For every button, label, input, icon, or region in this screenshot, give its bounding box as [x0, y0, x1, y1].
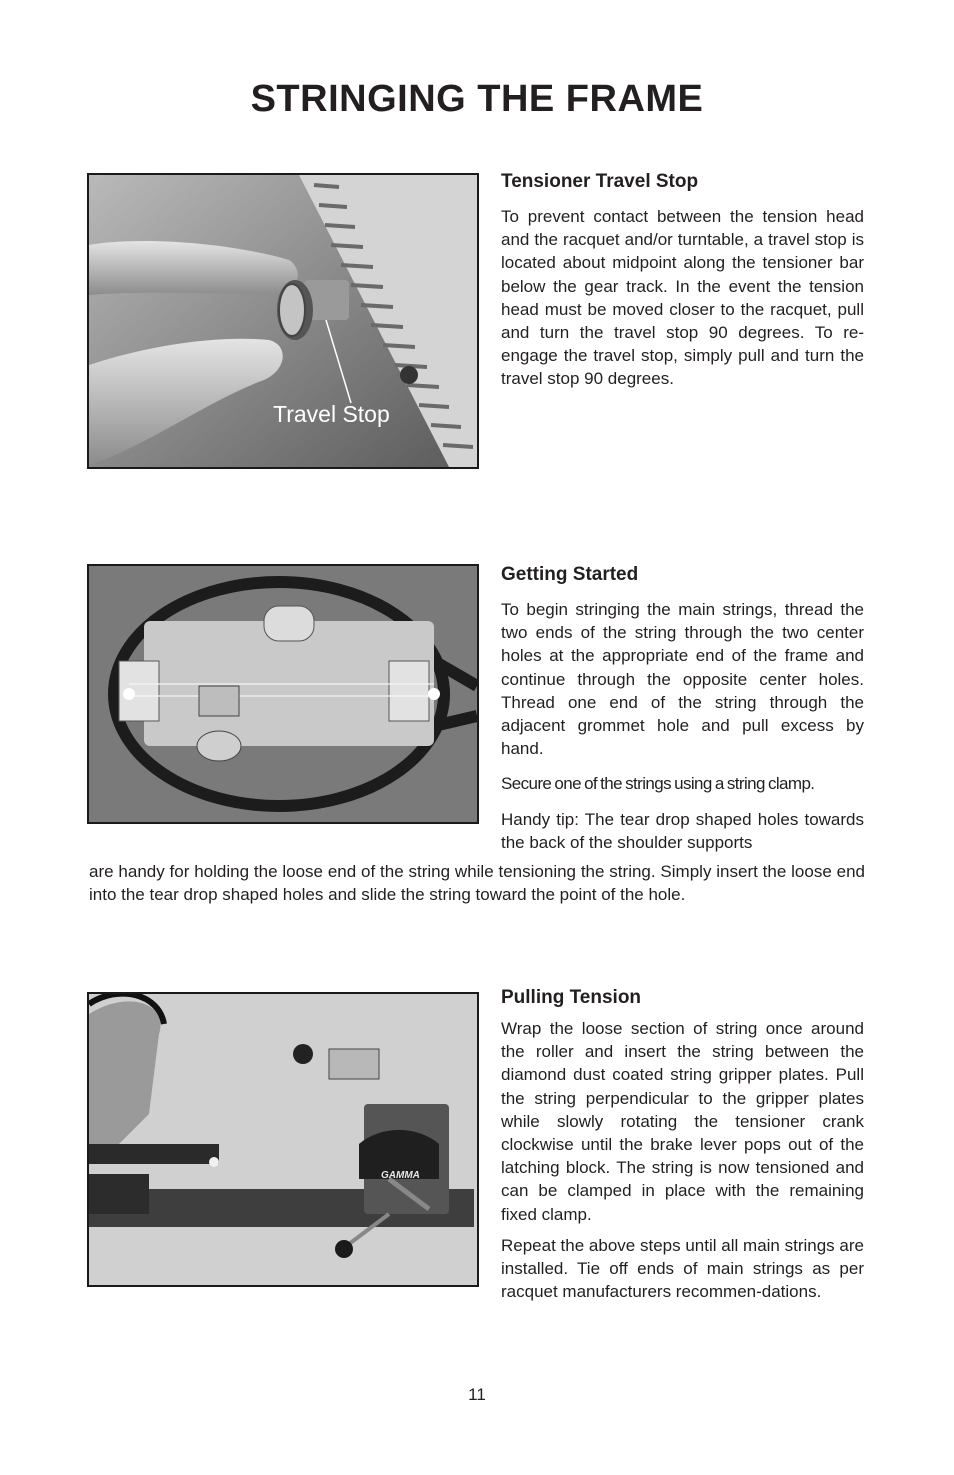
tensioner-illustration: [89, 994, 477, 1285]
section-paragraph: Secure one of the strings using a string clamp.: [501, 774, 815, 794]
section-paragraph: Repeat the above steps until all main strings are installed. Tie off ends of main strings as per racquet manufacturers recommen-dations.: [501, 1235, 864, 1302]
page-number: 11: [468, 1385, 486, 1404]
section-paragraph-continuation: are handy for holding the loose end of the string while tensioning the string. Simply insert the loose end into the tear drop shaped holes and slide the string toward the point of the hole.: [89, 862, 865, 905]
section-paragraph: To prevent contact between the tension head and the racquet and/or turntable, a travel stop is located about midpoint along the tensioner bar below the gear track. In the event the tension head must be moved closer to the racquet, pull and turn the travel stop 90 degrees. To re-engage the travel stop, simply pull and turn the travel stop 90 degrees.: [501, 207, 864, 389]
racquet-mounted-illustration: [89, 566, 477, 822]
page-title: STRINGING THE FRAME: [250, 78, 704, 120]
section-getting-started: [501, 564, 864, 854]
section-paragraph: To begin stringing the main strings, thread the two ends of the string through the two center holes at the appropriate end of the frame and continue through the opposite center holes. Thread one end of the string through the adjacent grommet hole and pull excess by hand.: [501, 600, 864, 759]
pulling-tension-photo: [87, 992, 479, 1287]
section-paragraph: Wrap the loose section of string once around the roller and insert the string between the diamond dust coated string gripper plates. Pull the string perpendicular to the gripper plates while slowly rotating the tensioner crank clockwise until the brake lever pops out of the latching block. The string is now tensioned and can be clamped in place with the remaining fixed clamp.: [501, 1019, 864, 1224]
section-pulling-tension: [501, 987, 864, 1315]
travel-stop-photo: [87, 173, 479, 469]
gamma-brand-label: GAMMA: [381, 1170, 420, 1181]
getting-started-photo: [87, 564, 479, 824]
section-heading: Tensioner Travel Stop: [501, 171, 699, 192]
section-travel-stop: [501, 171, 864, 403]
travel-stop-label: Travel Stop: [273, 401, 390, 427]
section-heading: Pulling Tension: [501, 987, 642, 1008]
section-paragraph: Handy tip: The tear drop shaped holes towards the back of the shoulder supports: [501, 809, 864, 852]
section-heading: Getting Started: [501, 564, 639, 585]
